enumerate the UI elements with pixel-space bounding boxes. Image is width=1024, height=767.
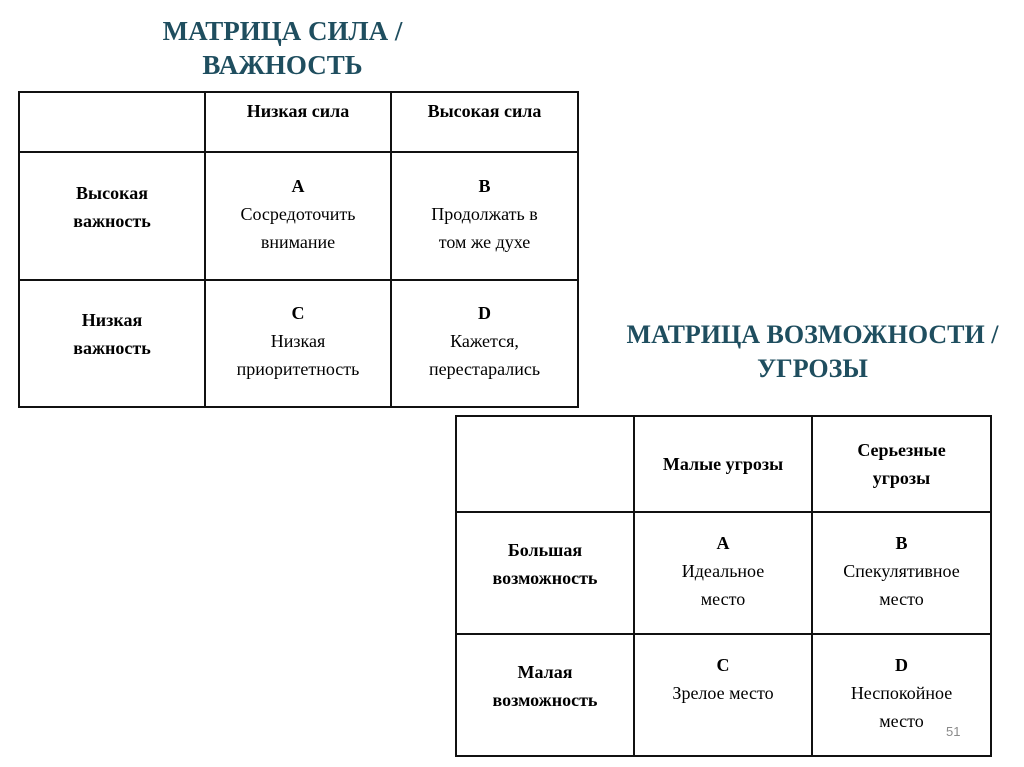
matrix2-col-header-serious-threats (812, 416, 991, 512)
cell-text-line1: Низкая (270, 331, 326, 352)
matrix2-row-header (456, 634, 634, 756)
cell-text-line2: место (879, 589, 924, 609)
cell-letter: B (895, 533, 908, 553)
cell-text-line2: перестарались (428, 359, 541, 380)
cell-text-line1: Кажется, (450, 331, 519, 352)
matrix2-title-line2: УГРОЗЫ (757, 354, 868, 383)
matrix2-header-row (456, 416, 991, 512)
matrix2-cell-a (634, 512, 812, 634)
row-header-line2: важность (73, 211, 151, 232)
matrix2-corner-cell (456, 416, 634, 512)
row-header-line2: важность (73, 338, 151, 359)
cell-letter: D (895, 655, 908, 675)
matrix2-title (595, 318, 1024, 386)
cell-text-line2: том же духе (438, 232, 531, 253)
row-header-line1: Малая (517, 662, 573, 682)
matrix1-row-high-importance (19, 152, 578, 279)
cell-text-line2: внимание (260, 232, 336, 253)
matrix2-col-header-minor-threats (634, 416, 812, 512)
column-header-line2: угрозы (872, 468, 931, 488)
matrix2-cell-c (634, 634, 812, 756)
row-header-label (24, 306, 200, 362)
matrix1-col-header-low-power (205, 92, 391, 152)
matrix1-cell-b (391, 152, 578, 279)
cell-text-line1: Идеальное (681, 561, 765, 581)
power-importance-matrix (18, 91, 579, 408)
row-header-label (24, 179, 200, 235)
matrix1-row-low-importance (19, 280, 578, 407)
matrix1-row-header (19, 152, 205, 279)
matrix2-row-high-opportunity (456, 512, 991, 634)
cell-text-line1: Сосредоточить (240, 204, 356, 225)
matrix2-row-header (456, 512, 634, 634)
matrix1-cell-d (391, 280, 578, 407)
row-header-line1: Высокая (76, 183, 148, 204)
matrix1-header-row (19, 92, 578, 152)
page-number: 51 (946, 724, 961, 739)
row-header-line2: возможность (492, 568, 598, 588)
cell-text-line2: приоритетность (236, 359, 360, 380)
cell-letter: A (716, 533, 730, 553)
cell-letter: A (291, 176, 305, 197)
matrix1-title-line2: ВАЖНОСТЬ (202, 50, 363, 80)
column-header-label: Низкая сила (246, 101, 350, 121)
matrix1-title (120, 14, 445, 82)
matrix1-cell-c (205, 280, 391, 407)
matrix1-cell-a (205, 152, 391, 279)
cell-letter: B (478, 176, 491, 197)
matrix1-corner-cell (19, 92, 205, 152)
cell-letter: C (716, 655, 730, 675)
cell-text-line1: Спекулятивное (843, 561, 960, 581)
cell-letter: C (291, 303, 305, 324)
row-header-line1: Низкая (81, 310, 143, 331)
row-header-label (461, 658, 629, 714)
column-header-line1: Малые угрозы (662, 454, 784, 474)
cell-text-line2: место (700, 589, 746, 609)
matrix2-row-low-opportunity (456, 634, 991, 756)
matrix2-title-line1: МАТРИЦА ВОЗМОЖНОСТИ / (626, 320, 999, 349)
matrix1-col-header-high-power (391, 92, 578, 152)
row-header-line2: возможность (492, 690, 598, 710)
matrix2-cell-d (812, 634, 991, 756)
cell-text-line1: Неспокойное (850, 683, 953, 703)
row-header-line1: Большая (507, 540, 583, 560)
cell-text-line1: Продолжать в (431, 204, 538, 225)
cell-text-line1: Зрелое место (672, 683, 774, 703)
cell-letter: D (478, 303, 491, 324)
matrix2-cell-b (812, 512, 991, 634)
column-header-line1: Серьезные (857, 440, 946, 460)
cell-text-line2: место (879, 711, 924, 731)
matrix1-title-line1: МАТРИЦА СИЛА / (162, 16, 403, 46)
row-header-label (461, 536, 629, 592)
opportunity-threat-matrix (455, 415, 992, 757)
column-header-label: Высокая сила (427, 101, 542, 121)
matrix1-row-header (19, 280, 205, 407)
